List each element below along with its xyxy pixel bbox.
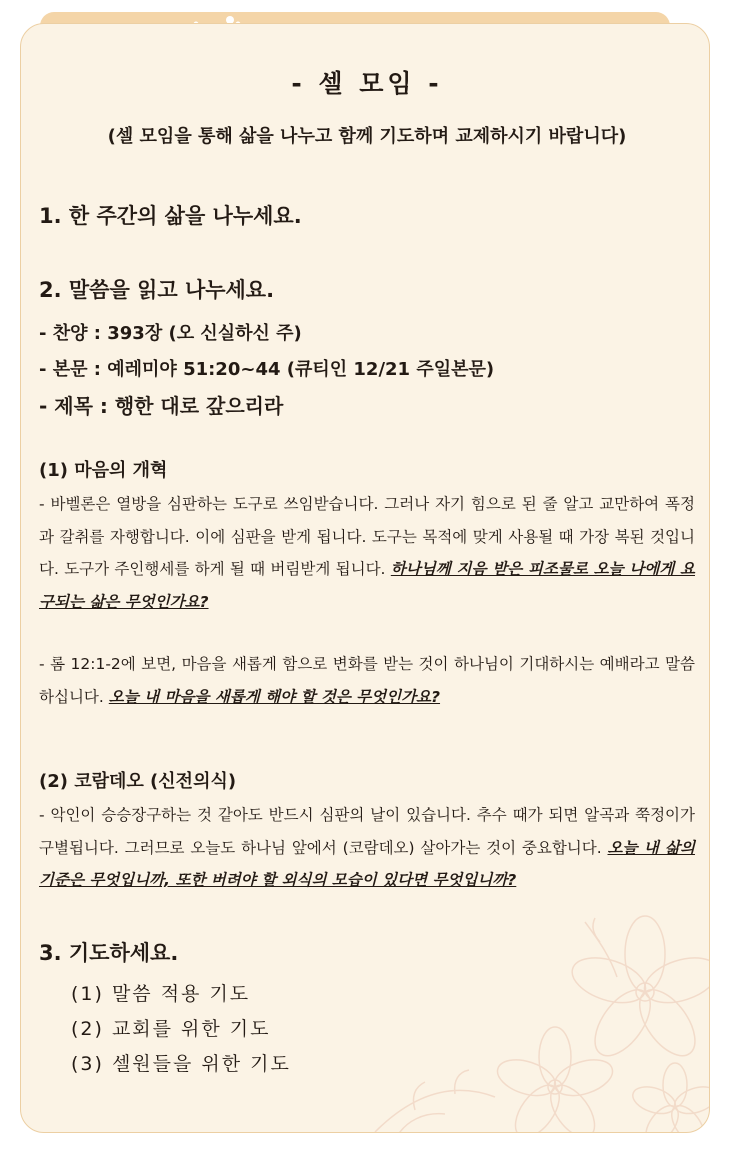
point1-text-2: - 롬 12:1-2에 보면, 마음을 새롭게 함으로 변화를 받는 것이 하나님이 기대하시는 예배라고 말씀하십니다. [39, 655, 695, 706]
point1-paragraph-1 [39, 488, 695, 618]
point1-question-2: 오늘 내 마음을 새롭게 해야 할 것은 무엇인가요? [108, 687, 441, 706]
document-body [39, 64, 695, 1082]
prayer-list [39, 977, 695, 1082]
section2-heading: 2. 말씀을 읽고 나누세요. [39, 278, 275, 302]
content-card [20, 23, 710, 1133]
prayer-item: (3) 셀원들을 위한 기도 [71, 1052, 291, 1075]
point1-paragraph-2 [39, 648, 695, 713]
sermon-title-line: - 제목 : 행한 대로 갚으리라 [39, 394, 284, 418]
point2-question: 오늘 내 삶의 기준은 무엇입니까, 또한 버려야 할 외식의 모습이 있다면 무엇입니까? [39, 838, 695, 889]
point1-question-1: 하나님께 지음 받은 피조물로 오늘 나에게 요구되는 삶은 무엇인가요? [39, 560, 695, 611]
prayer-item: (1) 말씀 적용 기도 [71, 982, 251, 1005]
hymn-line: - 찬양 : 393장 (오 신실하신 주) [39, 323, 302, 344]
point2-heading: (2) 코람데오 (신전의식) [39, 771, 237, 792]
section1-heading: 1. 한 주간의 삶을 나누세요. [39, 204, 302, 228]
point2-paragraph [39, 799, 695, 897]
scripture-info [39, 316, 695, 424]
passage-line: - 본문 : 예레미야 51:20~44 (큐티인 12/21 주일본문) [39, 359, 495, 380]
point2-text: - 악인이 승승장구하는 것 같아도 반드시 심판의 날이 있습니다. 추수 때가 되면 알곡과 쭉정이가 구별됩니다. 그러므로 오늘도 하나님 앞에서 (코람데오) 살아가는 것이 중요합니다. [39, 806, 695, 857]
section3-heading: 3. 기도하세요. [39, 940, 179, 965]
page-title: - 셀 모임 - [291, 69, 443, 98]
prayer-item: (2) 교회를 위한 기도 [71, 1017, 271, 1040]
point1-text-1: - 바벨론은 열방을 심판하는 도구로 쓰임받습니다. 그러나 자기 힘으로 된 줄 알고 교만하여 폭정과 갈취를 자행합니다. 이에 심판을 받게 됩니다. 도구는 목적에 맞게 사용될 때 가장 복된 것입니다. 도구가 주인행세를 하게 될 때 버림받게 됩니다. [39, 495, 695, 578]
page-subtitle: (셀 모임을 통해 삶을 나누고 함께 기도하며 교제하시기 바랍니다) [107, 126, 627, 147]
point1-heading: (1) 마음의 개혁 [39, 460, 168, 481]
